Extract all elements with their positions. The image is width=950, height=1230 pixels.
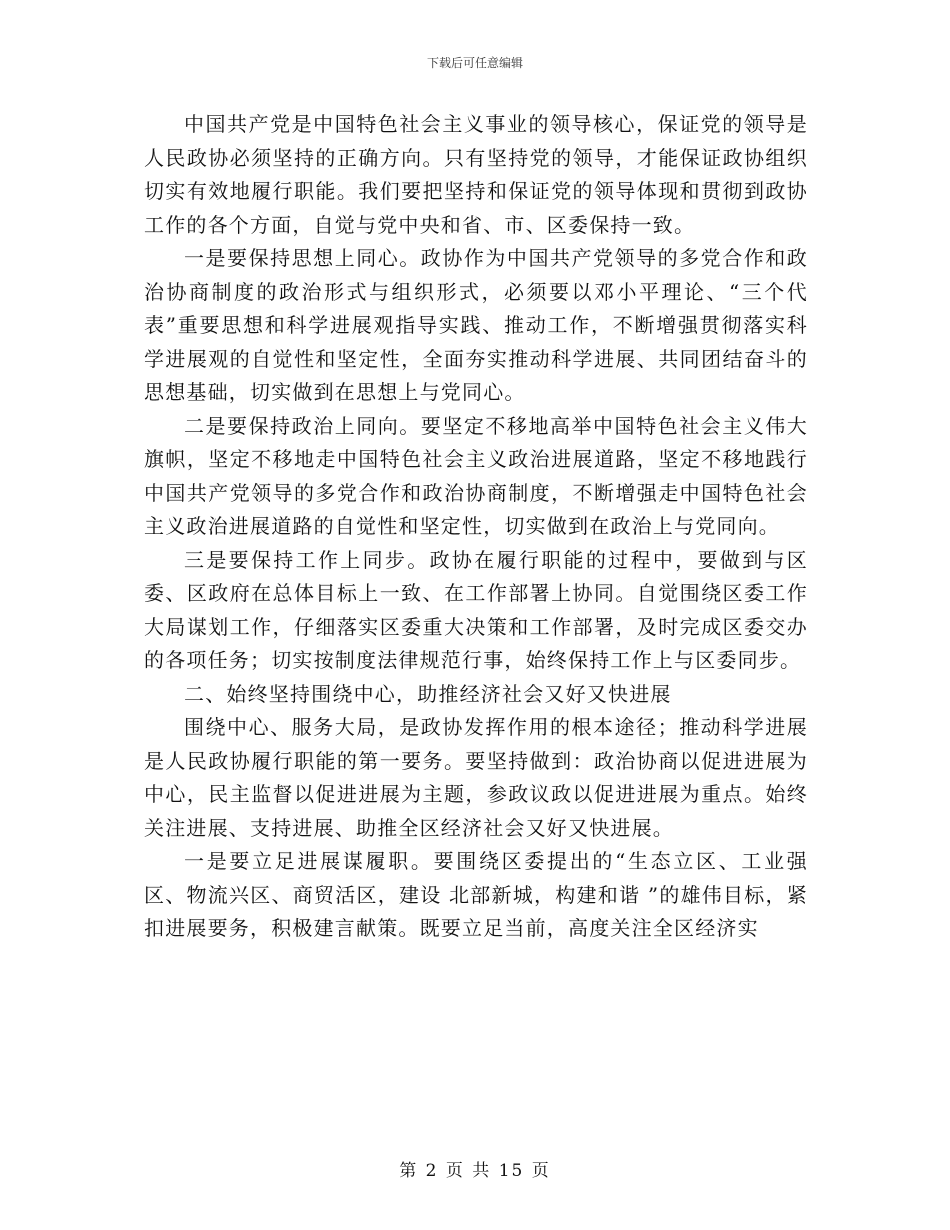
paragraph: 一是要立足进展谋履职。要围绕区委提出的“生态立区、工业强区、物流兴区、商贸活区，建设 北部新城，构建和谐 ”的雄伟目标，紧扣进展要务，积极建言献策。既要立足当前，高度关注全区经济实 — [144, 849, 808, 940]
paragraph: 围绕中心、服务大局，是政协发挥作用的根本途径；推动科学进展是人民政协履行职能的第一要务。要坚持做到：政治协商以促进进展为中心，民主监督以促进进展为主题，参政议政以促进进展为重点。始终关注进展、支持进展、助推全区经济社会又好又快进展。 — [144, 715, 808, 840]
page-footer: 第 2 页 共 15 页 — [399, 1161, 551, 1181]
section-heading: 二、始终坚持围绕中心，助推经济社会又好又快进展 — [184, 681, 672, 706]
paragraph: 三是要保持工作上同步。政协在履行职能的过程中，要做到与区委、区政府在总体目标上一致、在工作部署上协同。自觉围绕区委工作大局谋划工作，仔细落实区委重大决策和工作部署，及时完成区委交办的各项任务；切实按制度法律规范行事，始终保持工作上与区委同步。 — [144, 547, 808, 672]
page-header: 下载后可任意编辑 — [426, 56, 523, 70]
paragraph: 中国共产党是中国特色社会主义事业的领导核心，保证党的领导是人民政协必须坚持的正确方向。只有坚持党的领导，才能保证政协组织切实有效地履行职能。我们要把坚持和保证党的领导体现和贯彻到政协工作的各个方面，自觉与党中央和省、市、区委保持一致。 — [144, 112, 808, 237]
paragraph: 二是要保持政治上同向。要坚定不移地高举中国特色社会主义伟大旗帜，坚定不移地走中国特色社会主义政治进展道路，坚定不移地践行中国共产党领导的多党合作和政治协商制度，不断增强走中国特色社会主义政治进展道路的自觉性和坚定性，切实做到在政治上与党同向。 — [144, 413, 808, 538]
paragraph: 一是要保持思想上同心。政协作为中国共产党领导的多党合作和政治协商制度的政治形式与组织形式，必须要以邓小平理论、“三个代表”重要思想和科学进展观指导实践、推动工作，不断增强贯彻落实科学进展观的自觉性和坚定性，全面夯实推动科学进展、共同团结奋斗的思想基础，切实做到在思想上与党同心。 — [144, 246, 808, 404]
document-body — [144, 108, 808, 946]
